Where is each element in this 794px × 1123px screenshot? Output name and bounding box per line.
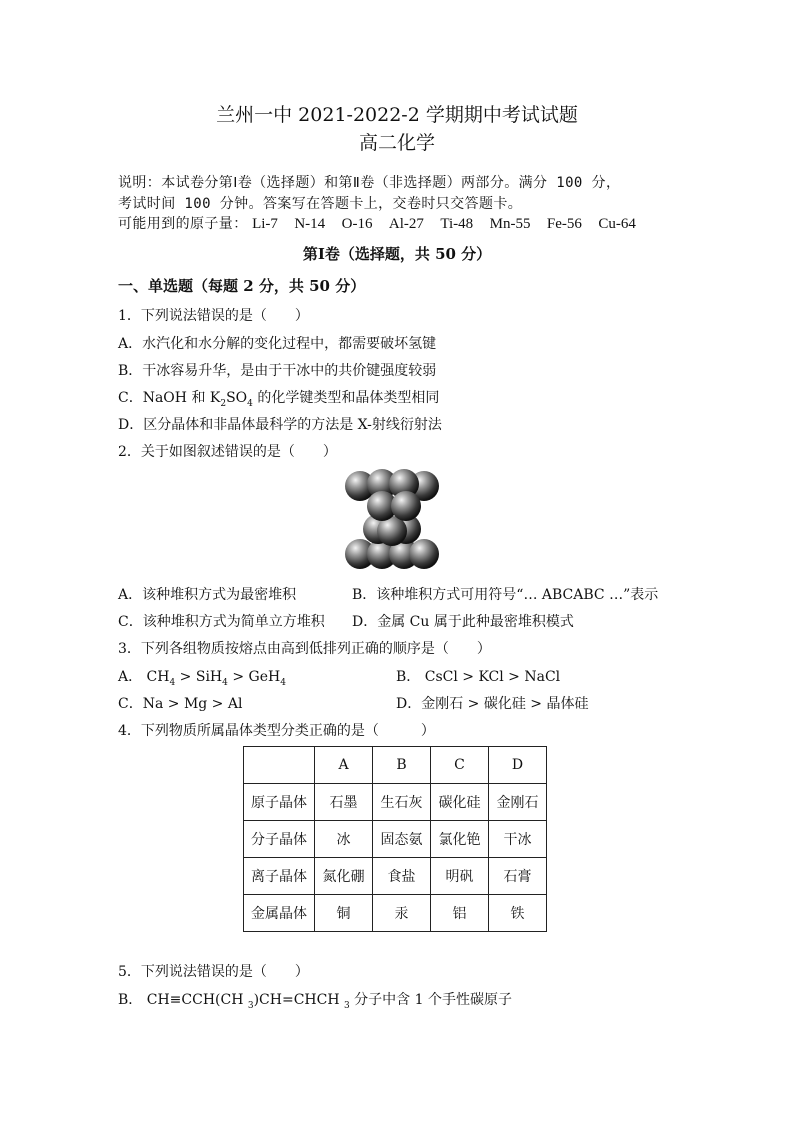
table-cell: 分子晶体 bbox=[244, 821, 315, 858]
mass-item: Ti-48 bbox=[440, 216, 474, 232]
q5-option-b bbox=[118, 989, 512, 1011]
q3-option-a-text: > SiH bbox=[175, 669, 223, 685]
table-cell: 石墨 bbox=[315, 784, 373, 821]
atomic-masses-label: 可能用到的原子量： bbox=[118, 216, 248, 232]
q3-option-a-text: A． CH bbox=[118, 669, 170, 685]
table-cell: 铁 bbox=[489, 895, 547, 932]
q2-option-b: B．该种堆积方式可用符号“… ABCABC …”表示 bbox=[352, 587, 659, 603]
q3-option-b: B． CsCl > KCl > NaCl bbox=[396, 669, 561, 685]
q5-option-b-text: )CH=CHCH bbox=[253, 992, 344, 1008]
table-cell: 离子晶体 bbox=[244, 858, 315, 895]
table-header-cell: D bbox=[489, 747, 547, 784]
table-row bbox=[244, 858, 547, 895]
q5-option-b-text: B． CH≡CCH(CH bbox=[118, 992, 248, 1008]
q1-option-d: D．区分晶体和非晶体最科学的方法是 X-射线衍射法 bbox=[118, 417, 442, 433]
q3-option-c: C．Na > Mg > Al bbox=[118, 696, 243, 712]
exam-title: 兰州一中 2021-2022-2 学期期中考试试题 bbox=[216, 104, 578, 126]
q1-option-c bbox=[118, 387, 439, 409]
exam-subtitle: 高二化学 bbox=[358, 132, 435, 154]
mass-item: Mn-55 bbox=[489, 216, 531, 232]
q1-option-c-text: 的化学键类型和晶体类型相同 bbox=[252, 390, 440, 406]
crystal-type-table bbox=[243, 746, 547, 932]
subscript: 4 bbox=[169, 677, 176, 688]
mass-item: Fe-56 bbox=[546, 216, 582, 232]
subscript: 4 bbox=[247, 398, 253, 409]
table-cell: 氮化硼 bbox=[315, 858, 373, 895]
table-header-cell: C bbox=[431, 747, 489, 784]
table-cell: 金刚石 bbox=[489, 784, 547, 821]
q3-option-a-text: > GeH bbox=[227, 669, 281, 685]
close-packing-figure bbox=[338, 466, 446, 574]
table-header-row bbox=[244, 747, 547, 784]
table-cell: 原子晶体 bbox=[244, 784, 315, 821]
instructions-line-2: 考试时间 100 分钟。答案写在答题卡上，交卷时只交答题卡。 bbox=[118, 196, 523, 212]
q1-option-c-text: C．NaOH 和 K bbox=[118, 390, 221, 406]
table-cell: 金属晶体 bbox=[244, 895, 315, 932]
table-header-cell bbox=[244, 747, 315, 784]
subscript: 4 bbox=[280, 677, 286, 688]
q1-stem: 1．下列说法错误的是（ ） bbox=[118, 308, 309, 324]
q5-stem: 5．下列说法错误的是（ ） bbox=[118, 964, 309, 980]
mass-item: N-14 bbox=[294, 216, 326, 232]
table-cell: 食盐 bbox=[373, 858, 431, 895]
table-row bbox=[244, 895, 547, 932]
table-cell: 石膏 bbox=[489, 858, 547, 895]
q4-stem: 4．下列物质所属晶体类型分类正确的是（ ） bbox=[118, 723, 435, 739]
q2-option-d: D．金属 Cu 属于此种最密堆积模式 bbox=[352, 614, 574, 630]
subscript: 2 bbox=[220, 398, 227, 409]
q2-stem: 2．关于如图叙述错误的是（ ） bbox=[118, 444, 337, 460]
table-header-cell: A bbox=[315, 747, 373, 784]
q1-option-b: B．干冰容易升华，是由于干冰中的共价键强度较弱 bbox=[118, 363, 437, 379]
table-cell: 汞 bbox=[373, 895, 431, 932]
instructions-line-1: 说明：本试卷分第Ⅰ卷（选择题）和第Ⅱ卷（非选择题）两部分。满分 100 分， bbox=[118, 175, 621, 191]
mass-item: Li-7 bbox=[252, 216, 278, 232]
table-row bbox=[244, 784, 547, 821]
mass-item: Cu-64 bbox=[598, 216, 636, 232]
table-row bbox=[244, 821, 547, 858]
q1-option-c-text: SO bbox=[226, 390, 248, 406]
q2-option-a: A．该种堆积方式为最密堆积 bbox=[118, 587, 297, 603]
q3-option-d: D．金刚石 > 碳化硅 > 晶体硅 bbox=[396, 696, 589, 712]
mass-item: Al-27 bbox=[388, 216, 424, 232]
table-cell: 固态氨 bbox=[373, 821, 431, 858]
table-cell: 铝 bbox=[431, 895, 489, 932]
section-title: 第Ⅰ卷（选择题，共 50 分） bbox=[302, 245, 492, 263]
q3-stem: 3．下列各组物质按熔点由高到低排列正确的顺序是（ ） bbox=[118, 641, 491, 657]
subscript: 3 bbox=[344, 1000, 350, 1011]
q1-option-a: A．水汽化和水分解的变化过程中，都需要破坏氢键 bbox=[118, 336, 437, 352]
subscript: 3 bbox=[247, 1000, 254, 1011]
q5-option-b-text: 分子中含 1 个手性碳原子 bbox=[349, 992, 512, 1008]
atomic-masses bbox=[118, 213, 648, 233]
table-cell: 干冰 bbox=[489, 821, 547, 858]
table-cell: 明矾 bbox=[431, 858, 489, 895]
q2-option-c: C．该种堆积方式为简单立方堆积 bbox=[118, 614, 325, 630]
part-heading: 一、单选题（每题 2 分，共 50 分） bbox=[118, 277, 366, 295]
table-cell: 碳化硅 bbox=[431, 784, 489, 821]
q3-option-a bbox=[118, 666, 286, 688]
subscript: 4 bbox=[222, 677, 228, 688]
table-cell: 生石灰 bbox=[373, 784, 431, 821]
table-cell: 冰 bbox=[315, 821, 373, 858]
mass-item: O-16 bbox=[341, 216, 373, 232]
table-cell: 铜 bbox=[315, 895, 373, 932]
table-cell: 氯化铯 bbox=[431, 821, 489, 858]
table-header-cell: B bbox=[373, 747, 431, 784]
